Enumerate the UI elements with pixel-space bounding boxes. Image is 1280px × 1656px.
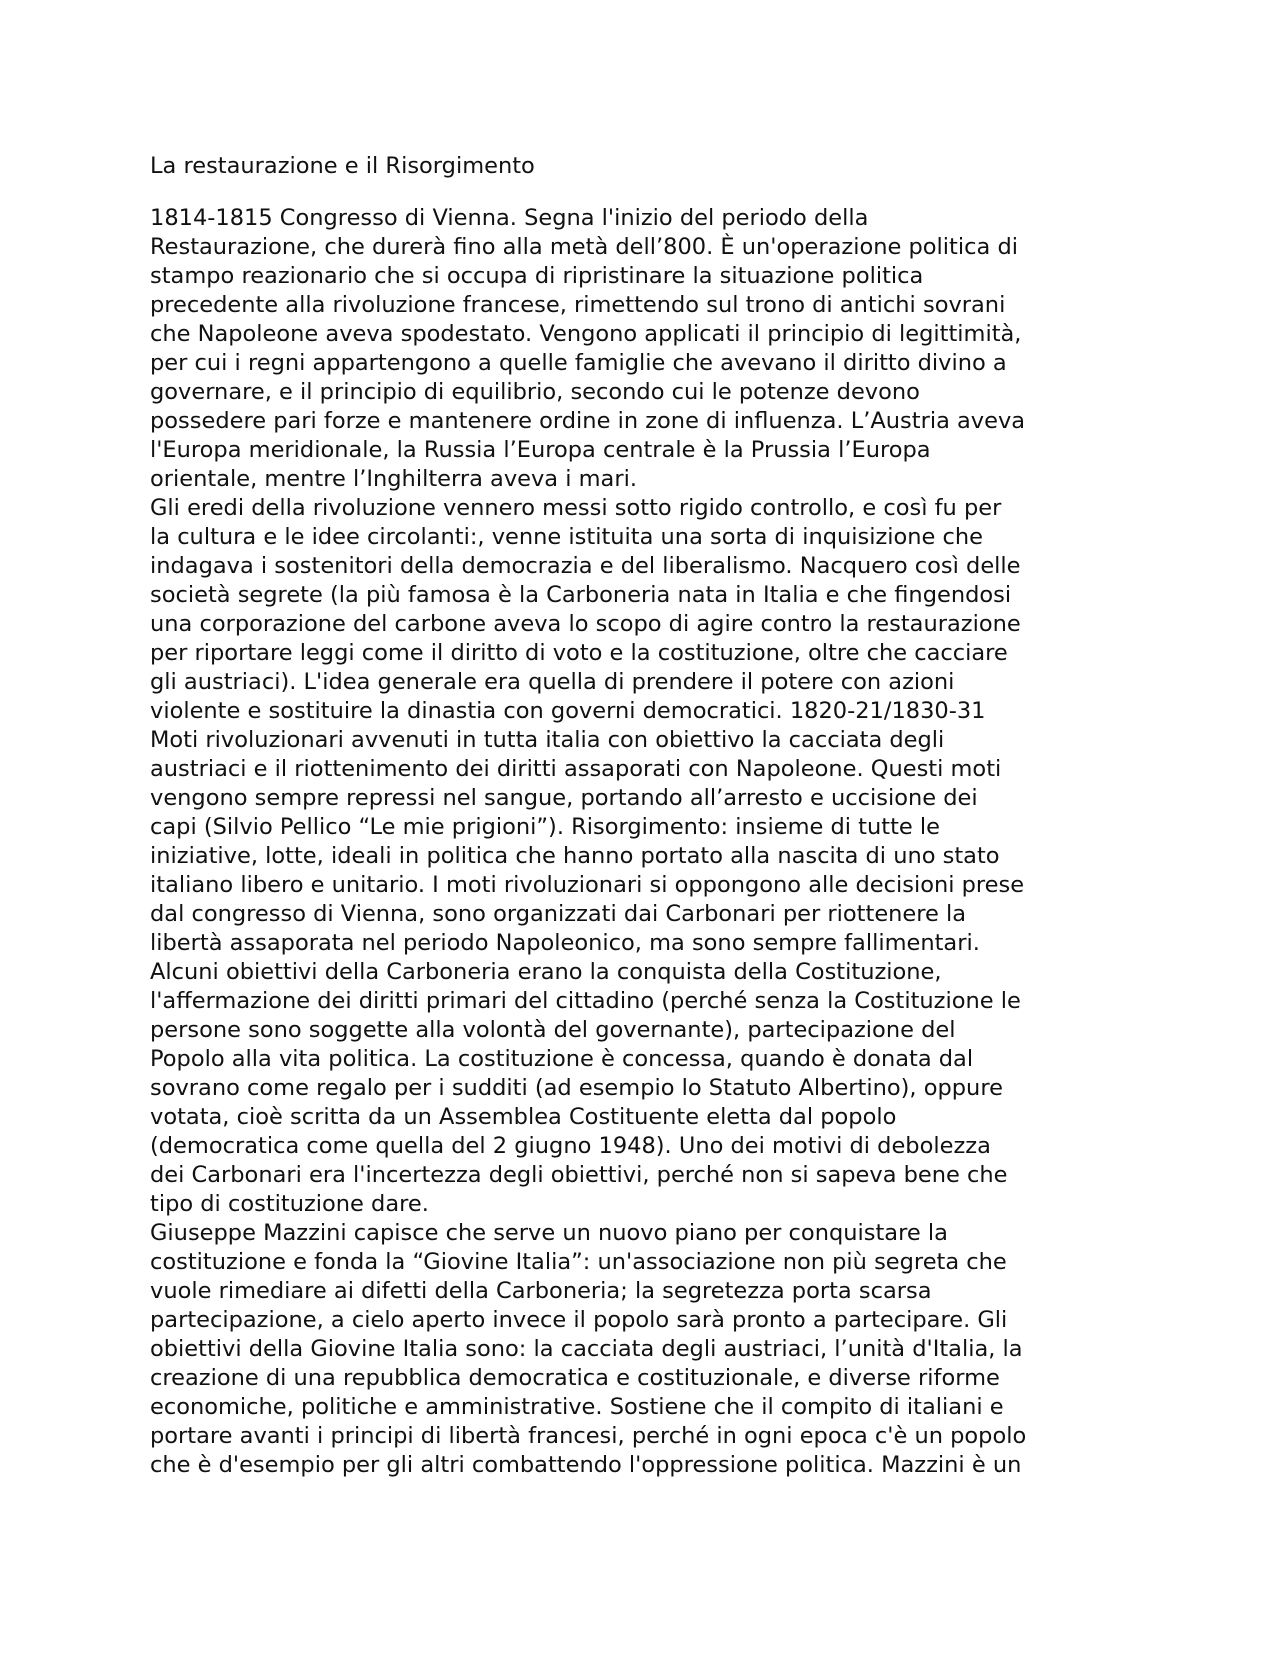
text-line: società segrete (la più famosa è la Carboneria nata in Italia e che fingendosi	[150, 582, 1012, 608]
text-line: Popolo alla vita politica. La costituzione è concessa, quando è donata dal	[150, 1046, 974, 1072]
text-line: italiano libero e unitario. I moti rivoluzionari si oppongono alle decisioni prese	[150, 872, 1025, 898]
text-line: che è d'esempio per gli altri combattendo l'oppressione politica. Mazzini è un	[150, 1452, 1022, 1478]
text-line: creazione di una repubblica democratica e costituzionale, e diverse riforme	[150, 1365, 1000, 1391]
text-line: violente e sostituire la dinastia con governi democratici. 1820-21/1830-31	[150, 698, 986, 724]
text-line: Restaurazione, che durerà fino alla metà dell’800. È un'operazione politica di	[150, 234, 1018, 260]
document-title: La restaurazione e il Risorgimento	[150, 153, 535, 179]
text-line: economiche, politiche e amministrative. Sostiene che il compito di italiani e	[150, 1394, 1004, 1420]
text-line: Giuseppe Mazzini capisce che serve un nuovo piano per conquistare la	[150, 1220, 948, 1246]
text-line: dal congresso di Vienna, sono organizzati dai Carbonari per riottenere la	[150, 901, 967, 927]
text-line: indagava i sostenitori della democrazia e del liberalismo. Nacquero così delle	[150, 553, 1021, 579]
text-line: precedente alla rivoluzione francese, rimettendo sul trono di antichi sovrani	[150, 292, 1006, 318]
text-line: una corporazione del carbone aveva lo scopo di agire contro la restaurazione	[150, 611, 1021, 637]
text-line: iniziative, lotte, ideali in politica che hanno portato alla nascita di uno stato	[150, 843, 1000, 869]
text-line: possedere pari forze e mantenere ordine in zone di influenza. L’Austria aveva	[150, 408, 1026, 434]
text-line: vengono sempre repressi nel sangue, portando all’arresto e uccisione dei	[150, 785, 978, 811]
text-line: 1814-1815 Congresso di Vienna. Segna l'inizio del periodo della	[150, 205, 869, 231]
text-line: dei Carbonari era l'incertezza degli obiettivi, perché non si sapeva bene che	[150, 1162, 1008, 1188]
text-line: libertà assaporata nel periodo Napoleonico, ma sono sempre fallimentari.	[150, 930, 980, 956]
text-line: sovrano come regalo per i sudditi (ad esempio lo Statuto Albertino), oppure	[150, 1075, 1003, 1101]
text-line: per cui i regni appartengono a quelle famiglie che avevano il diritto divino a	[150, 350, 1007, 376]
text-line: governare, e il principio di equilibrio, secondo cui le potenze devono	[150, 379, 920, 405]
text-line: (democratica come quella del 2 giugno 1948). Uno dei motivi di debolezza	[150, 1133, 991, 1159]
text-line: obiettivi della Giovine Italia sono: la cacciata degli austriaci, l’unità d'Italia, la	[150, 1336, 1023, 1362]
text-line: capi (Silvio Pellico “Le mie prigioni”). Risorgimento: insieme di tutte le	[150, 814, 940, 840]
text-line: austriaci e il riottenimento dei diritti assaporati con Napoleone. Questi moti	[150, 756, 1002, 782]
text-line: persone sono soggette alla volontà del governante), partecipazione del	[150, 1017, 956, 1043]
text-line: che Napoleone aveva spodestato. Vengono applicati il principio di legittimità,	[150, 321, 1022, 347]
text-line: l'Europa meridionale, la Russia l’Europa centrale è la Prussia l’Europa	[150, 437, 931, 463]
text-line: gli austriaci). L'idea generale era quella di prendere il potere con azioni	[150, 669, 955, 695]
text-line: portare avanti i principi di libertà francesi, perché in ogni epoca c'è un popolo	[150, 1423, 1027, 1449]
text-line: Gli eredi della rivoluzione vennero messi sotto rigido controllo, e così fu per	[150, 495, 1002, 521]
text-line: partecipazione, a cielo aperto invece il popolo sarà pronto a partecipare. Gli	[150, 1307, 1008, 1333]
text-line: vuole rimediare ai difetti della Carboneria; la segretezza porta scarsa	[150, 1278, 932, 1304]
text-line: Moti rivoluzionari avvenuti in tutta italia con obiettivo la cacciata degli	[150, 727, 945, 753]
text-line: per riportare leggi come il diritto di voto e la costituzione, oltre che cacciare	[150, 640, 1008, 666]
text-line: votata, cioè scritta da un Assemblea Costituente eletta dal popolo	[150, 1104, 897, 1130]
text-line: costituzione e fonda la “Giovine Italia”: un'associazione non più segreta che	[150, 1249, 1007, 1275]
document-body	[150, 204, 1150, 1480]
text-line: la cultura e le idee circolanti:, venne istituita una sorta di inquisizione che	[150, 524, 984, 550]
text-line: orientale, mentre l’Inghilterra aveva i mari.	[150, 466, 637, 492]
text-line: tipo di costituzione dare.	[150, 1191, 429, 1217]
text-line: l'affermazione dei diritti primari del cittadino (perché senza la Costituzione le	[150, 988, 1021, 1014]
text-line: stampo reazionario che si occupa di ripristinare la situazione politica	[150, 263, 924, 289]
text-line: Alcuni obiettivi della Carboneria erano la conquista della Costituzione,	[150, 959, 942, 985]
